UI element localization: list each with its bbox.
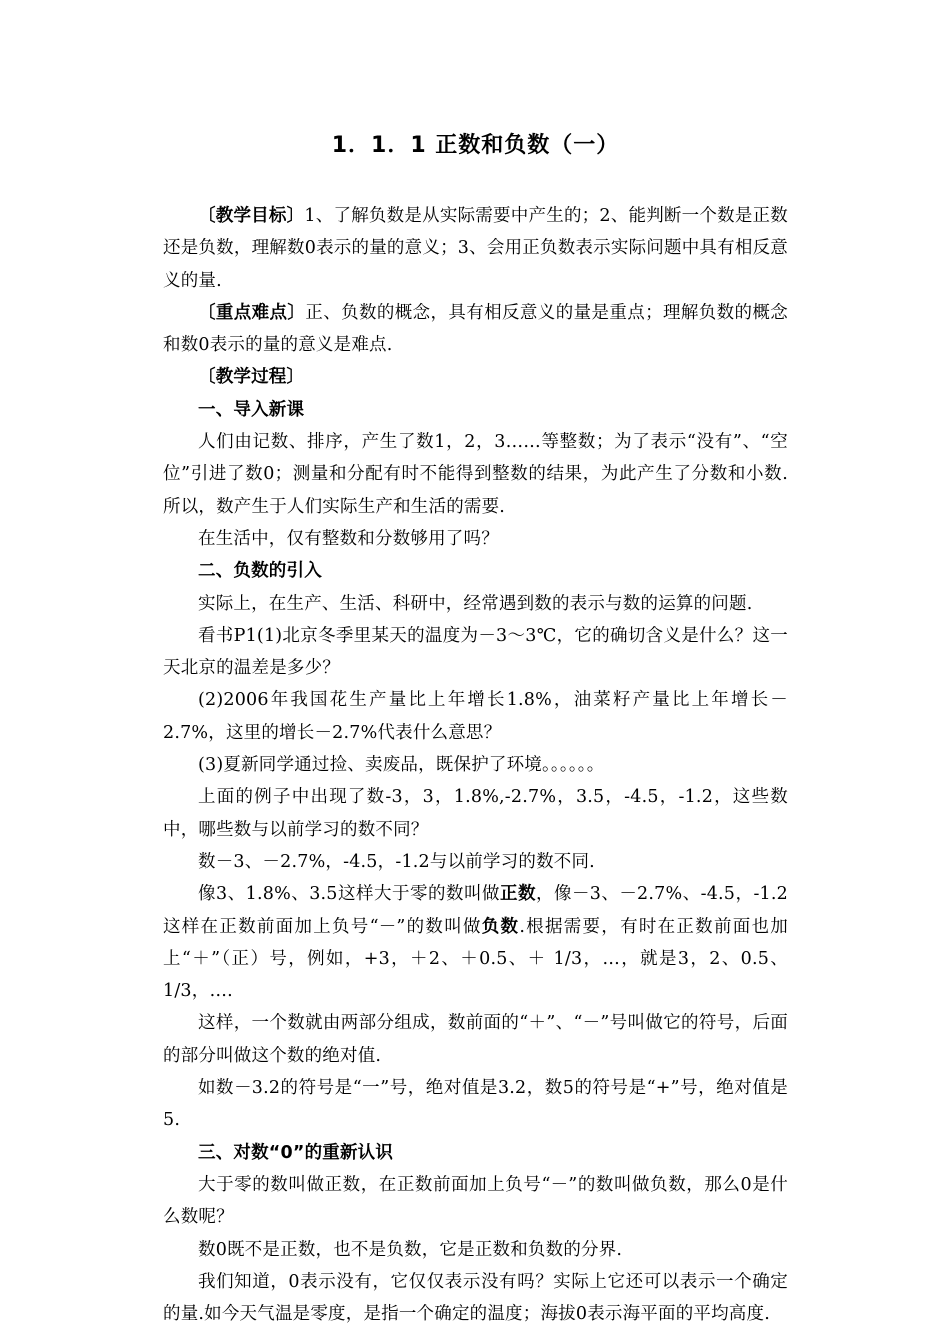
keypoints-text: 正、负数的概念，具有相反意义的量是重点；理解负数的概念和数0表示的量的意义是难点. <box>163 302 788 356</box>
text-run: 像3、1.8%、3.5这样大于零的数叫做 <box>198 884 500 905</box>
section1-paragraph: 在生活中，仅有整数和分数够用了吗？ <box>198 528 499 549</box>
page-title: 1．1．1 正数和负数（一） <box>331 133 620 158</box>
goals-label: 〔教学目标〕 <box>198 206 305 226</box>
term-positive: 正数 <box>499 884 536 905</box>
section3-paragraph: 我们知道，0表示没有，它仅仅表示没有吗？实际上它还可以表示一个确定的量.如今天气温是零度，是指一个确定的温度；海拔0表示海平面的平均高度. <box>163 1271 788 1325</box>
section3-paragraph: 大于零的数叫做正数，在正数前面加上负号“－”的数叫做负数，那么0是什么数呢？ <box>163 1174 788 1228</box>
term-negative: 负数 <box>481 916 520 937</box>
section2-paragraph: 上面的例子中出现了数-3，3，1.8%,-2.7%，3.5，-4.5，-1.2，这些数中，哪些数与以前学习的数不同？ <box>163 787 788 840</box>
section2-paragraph: 如数－3.2的符号是“一”号，绝对值是3.2，数5的符号是“+”号，绝对值是5. <box>163 1078 788 1131</box>
section2-heading: 二、负数的引入 <box>198 561 322 582</box>
goals-text: 1、了解负数是从实际需要中产生的；2、能判断一个数是正数还是负数，理解数0表示的量的意义；3、会用正负数表示实际问题中具有相反意义的量. <box>163 206 788 291</box>
key-points <box>163 297 788 362</box>
teaching-goals <box>163 200 788 297</box>
section1-heading: 一、导入新课 <box>198 399 305 420</box>
section2-paragraph <box>163 878 788 1007</box>
section3-paragraph: 数0既不是正数，也不是负数，它是正数和负数的分界. <box>198 1239 623 1260</box>
text-run: .根据需要，有时在正数前面也加上“＋”（正）号，例如，+3，＋2、＋0.5、＋ 1/3，…，就是3，2、0.5、1/3，…. <box>163 916 788 1002</box>
section2-paragraph: 看书P1(1)北京冬季里某天的温度为－3～3℃，它的确切含义是什么？这一天北京的温差是多少？ <box>163 625 788 679</box>
section2-paragraph: 这样，一个数就由两部分组成，数前面的“＋”、“－”号叫做它的符号，后面的部分叫做这个数的绝对值. <box>163 1013 788 1066</box>
text-run: ，像－3、－2.7%、-4.5，-1.2这样在正数前面加上负号“－”的数叫做 <box>163 884 788 937</box>
section2-paragraph: 数－3、－2.7%，-4.5，-1.2与以前学习的数不同. <box>198 851 595 872</box>
section2-paragraph: (2)2006年我国花生产量比上年增长1.8%，油菜籽产量比上年增长－2.7%，这里的增长－2.7%代表什么意思？ <box>163 690 788 743</box>
keypoints-label: 〔重点难点〕 <box>198 302 306 323</box>
section3-heading: 三、对数“0”的重新认识 <box>198 1142 394 1163</box>
section2-paragraph: 实际上，在生产、生活、科研中，经常遇到数的表示与数的运算的问题. <box>198 593 753 614</box>
section2-paragraph: (3)夏新同学通过捡、卖废品，既保护了环境。。。。。。 <box>198 755 605 776</box>
process-heading: 〔教学过程〕 <box>198 367 305 388</box>
section1-paragraph: 人们由记数、排序，产生了数1，2，3……等整数；为了表示“没有”、“空位”引进了数0；测量和分配有时不能得到整数的结果，为此产生了分数和小数. 所以，数产生于人们实际生产和生活的需要. <box>163 432 788 517</box>
